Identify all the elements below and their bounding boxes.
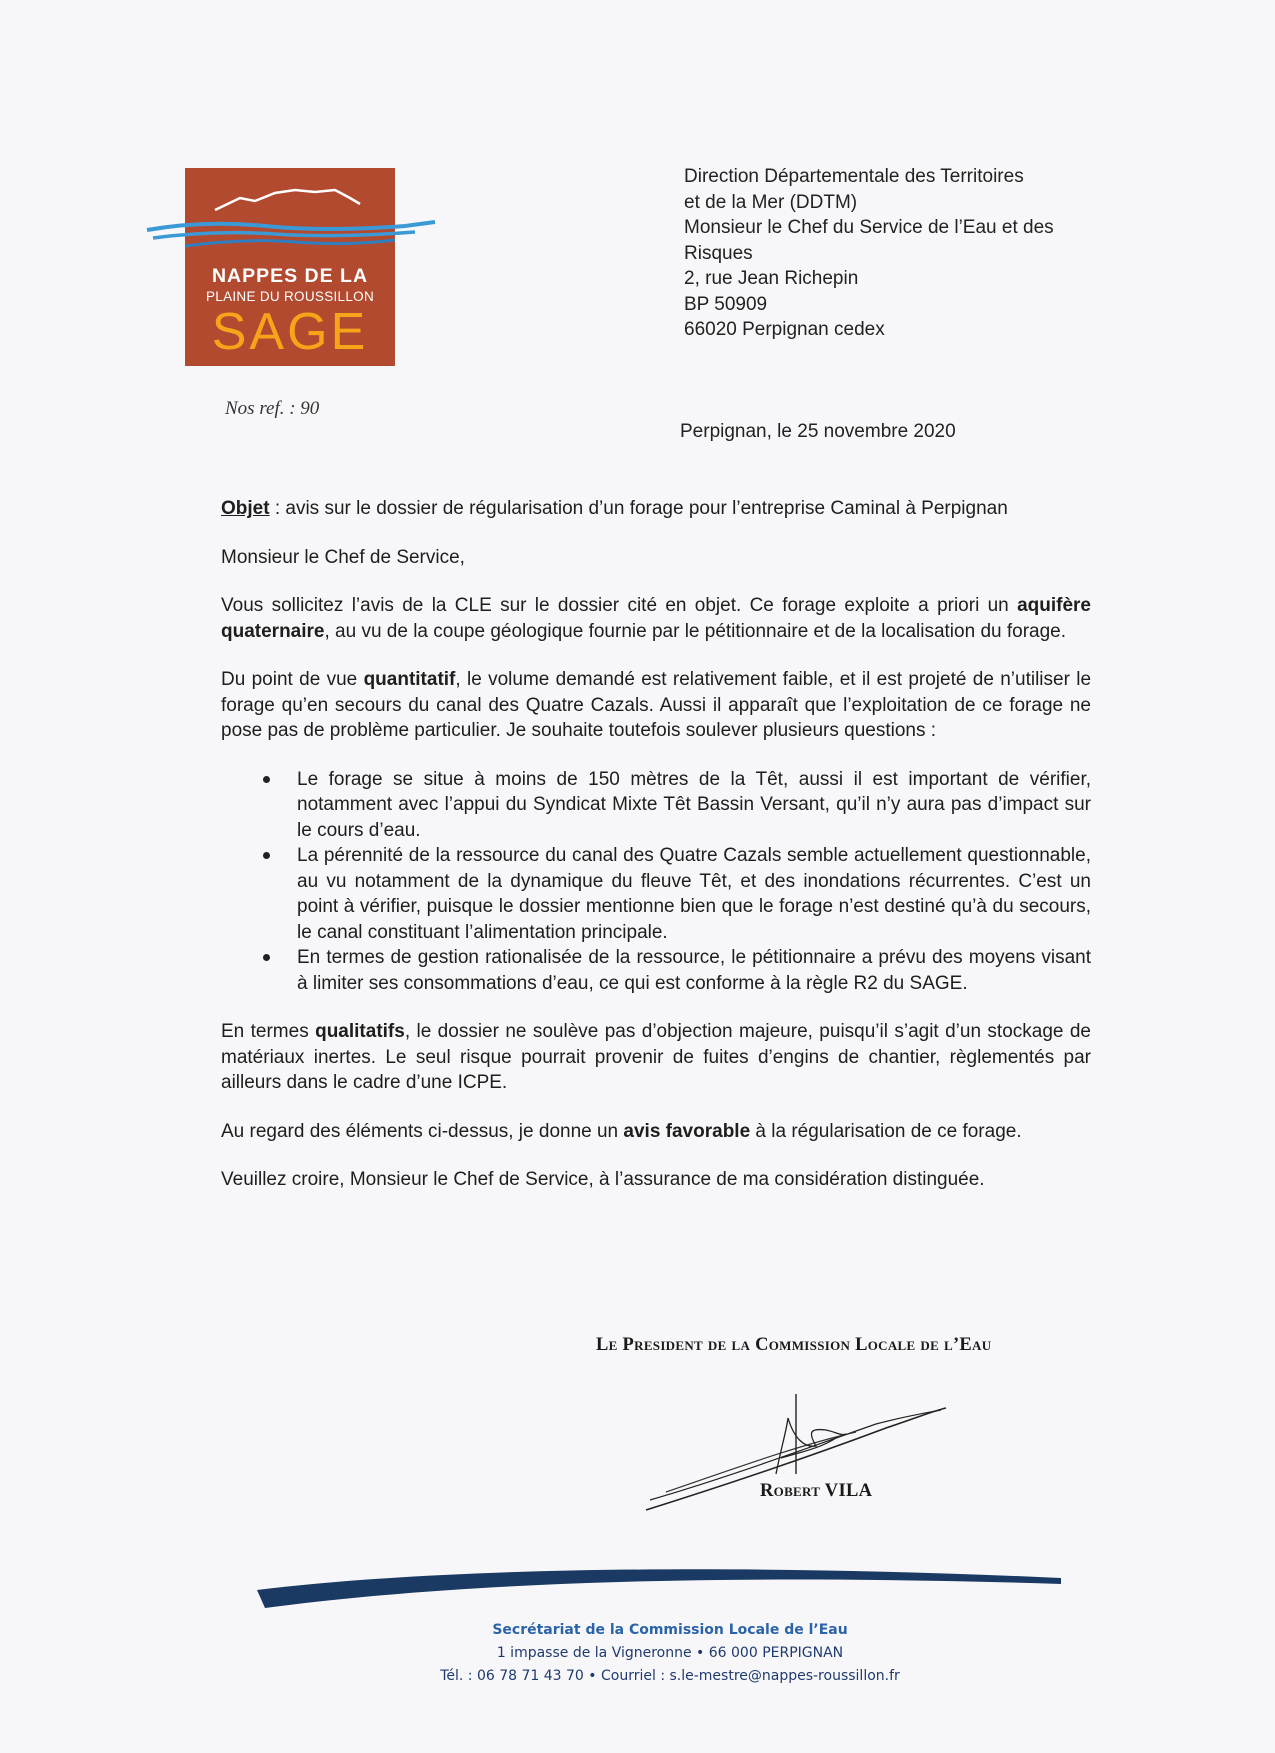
paragraph-text: , le volume demandé est relativement faible, et il est projeté de n’utiliser le forage qu’en secours du canal des Quatre Cazals. Aussi il apparaît que l’exploitation de ce forage ne pose pas de problème particulier. Je souhaite toutefois soulever plusieurs questions : bbox=[221, 669, 1092, 741]
closing-formula: Veuillez croire, Monsieur le Chef de Service, à l’assurance de ma considération distinguée. bbox=[221, 1169, 985, 1190]
footer-swoosh-icon bbox=[255, 1560, 1063, 1610]
letter-body bbox=[221, 496, 1091, 1216]
paragraph-3 bbox=[221, 1019, 1091, 1096]
logo-sage-text: SAGE bbox=[211, 303, 369, 361]
paragraph-bold: aquifère quaternaire bbox=[221, 595, 1091, 642]
bullet-icon bbox=[263, 954, 270, 961]
footer-contact: Tél. : 06 78 71 43 70 • Courriel : s.le-mestre@nappes-roussillon.fr bbox=[440, 1668, 900, 1684]
logo-line-2: PLAINE DU ROUSSILLON bbox=[205, 289, 375, 304]
list-item bbox=[221, 767, 1091, 844]
paragraph-bold: quantitatif bbox=[363, 669, 456, 690]
paragraph-2 bbox=[221, 667, 1091, 744]
paragraph-bold: avis favorable bbox=[623, 1120, 751, 1142]
address-line: Direction Départementale des Territoires bbox=[684, 166, 1024, 187]
list-item-text: En termes de gestion rationalisée de la ressource, le pétitionnaire a prévu des moyens visant à limiter ses consommations d’eau, ce qui est conforme à la règle R2 du SAGE. bbox=[297, 947, 1091, 994]
footer-address: 1 impasse de la Vigneronne • 66 000 PERPIGNAN bbox=[496, 1645, 844, 1661]
recipient-address bbox=[684, 164, 1104, 343]
bullet-icon bbox=[263, 776, 270, 783]
salutation: Monsieur le Chef de Service, bbox=[221, 546, 465, 568]
address-line: et de la Mer (DDTM) bbox=[684, 191, 858, 213]
paragraph-text: , au vu de la coupe géologique fournie par le pétitionnaire et de la localisation du forage. bbox=[324, 620, 1067, 642]
paragraph-bold: qualitatifs bbox=[315, 1021, 405, 1042]
signer-name: Robert VILA bbox=[760, 1481, 873, 1501]
paragraph-text: , le dossier ne soulève pas d’objection majeure, puisqu’il s’agit d’un stockage de matériaux inertes. Le seul risque pourrait provenir de fuites d’engins de chantier, règlementés par ailleurs dans le cadre d’une ICPE. bbox=[221, 1021, 1091, 1093]
mountain-wave-logo-icon bbox=[145, 168, 435, 268]
signatory-title: Le President de la Commission Locale de l’Eau bbox=[596, 1335, 992, 1355]
questions-list bbox=[221, 767, 1091, 997]
address-line: BP 50909 bbox=[684, 293, 768, 315]
address-line: 66020 Perpignan cedex bbox=[684, 319, 885, 340]
subject-line bbox=[221, 496, 1091, 522]
footer-secretariat: Secrétariat de la Commission Locale de l’Eau bbox=[492, 1622, 848, 1638]
paragraph-text: Vous sollicitez l’avis de la CLE sur le dossier cité en objet. Ce forage exploite a priori un bbox=[221, 595, 1018, 616]
reference: Nos ref. : 90 bbox=[225, 398, 320, 419]
list-item bbox=[221, 843, 1091, 945]
paragraph-1 bbox=[221, 593, 1091, 644]
letter-date: Perpignan, le 25 novembre 2020 bbox=[680, 421, 956, 442]
paragraph-text: Au regard des éléments ci-dessus, je donne un bbox=[221, 1120, 624, 1142]
list-item-text: Le forage se situe à moins de 150 mètres de la Têt, aussi il est important de vérifier, notamment avec l’appui du Syndicat Mixte Têt Bassin Versant, qu’il n’y aura pas d’impact sur le cours d’eau. bbox=[297, 768, 1091, 841]
paragraph-text: Du point de vue bbox=[221, 669, 364, 690]
subject-text: : avis sur le dossier de régularisation d’un forage pour l’entreprise Caminal à Perpignan bbox=[269, 498, 1008, 519]
subject-label: Objet bbox=[221, 498, 270, 519]
paragraph-text: à la régularisation de ce forage. bbox=[750, 1120, 1022, 1142]
address-line: 2, rue Jean Richepin bbox=[684, 268, 859, 289]
bullet-icon bbox=[263, 852, 270, 859]
paragraph-4 bbox=[221, 1119, 1091, 1145]
list-item-text: La pérennité de la ressource du canal des Quatre Cazals semble actuellement questionnable, au vu notamment de la dynamique du fleuve Têt, et des inondations récurrentes. C’est un point à vérifier, puisque le dossier mentionne bien que le forage n’est destiné qu’à du secours, le canal constituant l’alimentation principale. bbox=[297, 845, 1091, 943]
logo-line-1: NAPPES DE LA bbox=[211, 265, 369, 287]
list-item bbox=[221, 945, 1091, 996]
address-line: Risques bbox=[684, 242, 753, 264]
paragraph-text: En termes bbox=[221, 1021, 316, 1042]
sage-logo bbox=[185, 168, 395, 366]
address-line: Monsieur le Chef du Service de l’Eau et des bbox=[684, 217, 1054, 238]
